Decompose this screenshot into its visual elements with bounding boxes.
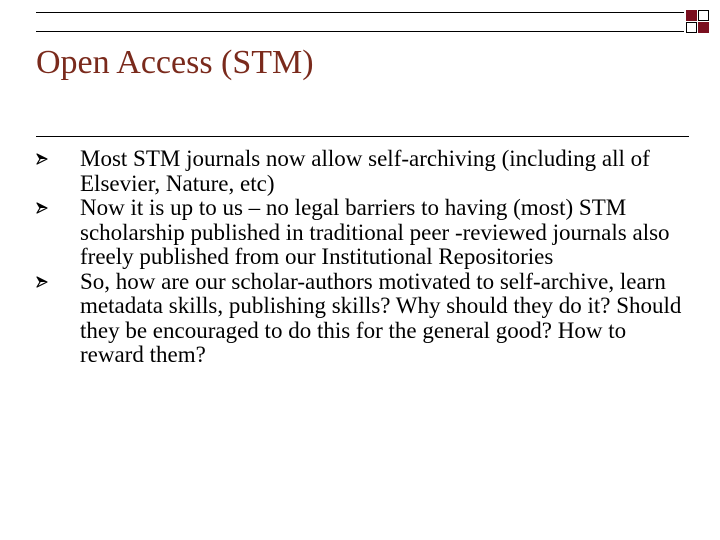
bullet-text: Now it is up to us – no legal barriers to having (most) STM scholarship published in traditional peer -reviewed journals also freely published from our Institutional Repositories xyxy=(80,195,670,269)
header-bottom-rule xyxy=(36,31,684,32)
arrowhead-bullet-icon xyxy=(36,276,48,288)
square-outline-icon xyxy=(686,22,697,33)
bullet-item xyxy=(36,270,686,368)
header-decoration xyxy=(0,0,720,42)
square-outline-icon xyxy=(698,10,709,21)
header-frame xyxy=(36,12,684,32)
header-top-rule xyxy=(36,12,684,13)
arrowhead-bullet-icon xyxy=(36,202,48,214)
bullet-item xyxy=(36,196,686,270)
slide-title: Open Access (STM) xyxy=(36,44,314,81)
square-filled-icon xyxy=(686,10,697,21)
bullet-list xyxy=(36,147,686,368)
bullet-text: So, how are our scholar-authors motivated to self-archive, learn metadata skills, publishing skills? Why should they do it? Should they be encouraged to do this for the general good? How to reward them? xyxy=(80,268,682,367)
corner-squares-decoration xyxy=(686,10,710,34)
bullet-item xyxy=(36,147,686,196)
arrowhead-bullet-icon xyxy=(36,153,48,165)
bullet-text: Most STM journals now allow self-archiving (including all of Elsevier, Nature, etc) xyxy=(80,146,650,196)
square-filled-icon xyxy=(698,22,709,33)
title-divider xyxy=(36,136,689,137)
